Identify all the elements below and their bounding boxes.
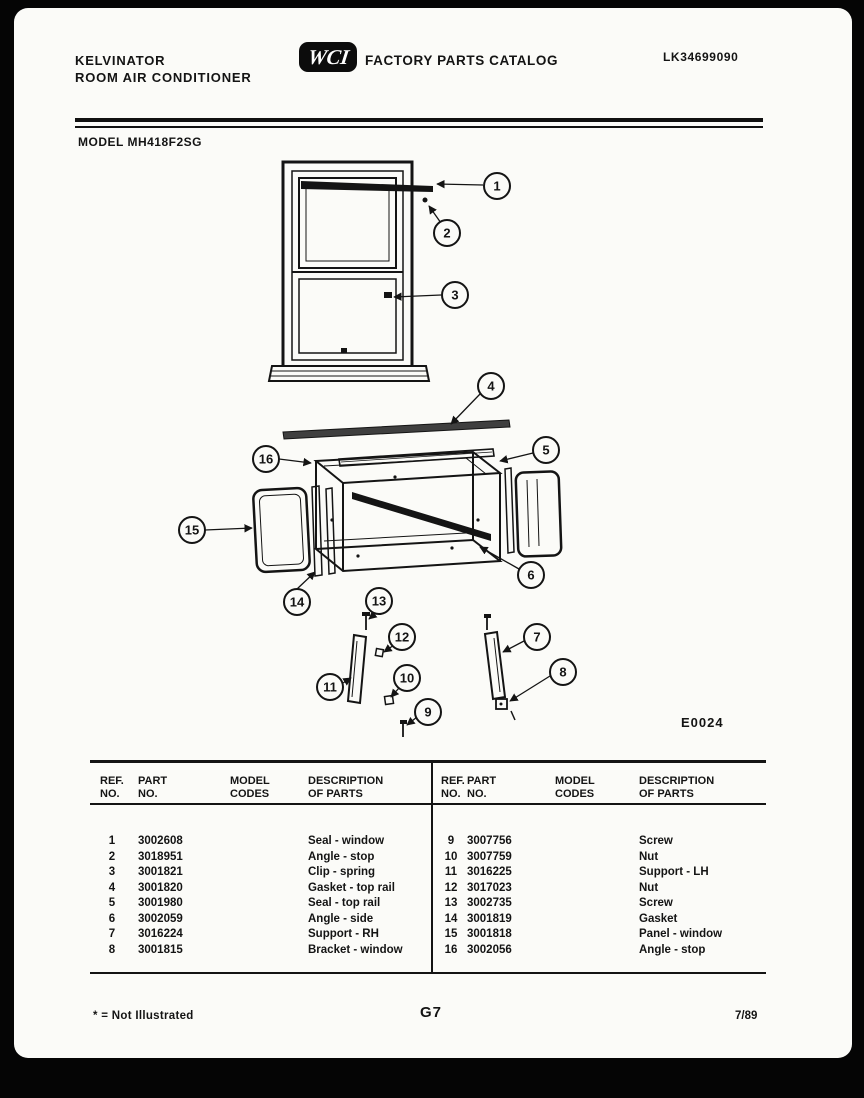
table-header — [90, 770, 431, 801]
brand-block — [75, 52, 252, 86]
svg-text:4: 4 — [487, 378, 495, 394]
callout-10 — [394, 665, 420, 691]
part-no: 3001821 — [138, 866, 183, 878]
table-row — [90, 834, 431, 850]
table-row — [431, 865, 766, 881]
part-no: 3016224 — [138, 928, 183, 940]
table-row — [90, 850, 431, 866]
col-header-part: PART NO. — [138, 775, 168, 800]
part-no: 3002608 — [138, 835, 183, 847]
table-row — [431, 912, 766, 928]
window-panel-left — [253, 488, 310, 573]
ref-no: 12 — [444, 881, 458, 894]
page-number: G7 — [420, 1004, 443, 1021]
svg-text:15: 15 — [184, 522, 200, 538]
part-description: Seal - top rail — [308, 897, 381, 909]
figure-code: E0024 — [681, 715, 724, 730]
svg-text:16: 16 — [258, 451, 274, 467]
angle-side-part — [352, 492, 491, 541]
callout-8 — [550, 659, 576, 685]
callout-15 — [179, 517, 205, 543]
svg-text:3: 3 — [451, 287, 459, 303]
gasket-top-rail-part — [283, 420, 510, 439]
table-row — [90, 927, 431, 943]
table-row — [431, 834, 766, 850]
part-description: Gasket — [639, 912, 678, 925]
part-no: 3001815 — [138, 943, 183, 956]
ref-no: 5 — [108, 897, 116, 909]
model-codes — [555, 927, 639, 943]
part-description: Screw — [639, 897, 673, 909]
window-assembly — [269, 162, 433, 381]
not-illustrated-note: * = Not Illustrated — [93, 1010, 194, 1022]
part-description: Gasket - top rail — [308, 881, 395, 894]
col-header-desc: DESCRIPTION OF PARTS — [308, 775, 384, 800]
part-no: 3001820 — [138, 881, 183, 894]
model-codes — [230, 834, 308, 850]
ref-no: 9 — [447, 835, 455, 847]
model-codes — [230, 927, 308, 943]
table-header — [431, 770, 766, 801]
wci-logo-text: WCI — [305, 44, 351, 69]
col-header-model: MODEL CODES — [555, 775, 595, 800]
model-codes — [555, 865, 639, 881]
model-codes — [230, 943, 308, 959]
col-header-ref: REF. NO. — [100, 775, 124, 800]
table-body — [90, 834, 431, 958]
ref-no: 14 — [444, 912, 458, 925]
svg-text:14: 14 — [289, 594, 305, 610]
exploded-parts-diagram — [60, 150, 800, 750]
callout-9 — [415, 699, 441, 725]
ref-no: 8 — [108, 943, 116, 956]
callout-2 — [434, 220, 460, 246]
brand-product: ROOM AIR CONDITIONER — [75, 70, 252, 85]
part-description: Nut — [639, 881, 659, 894]
parts-table — [90, 760, 766, 980]
model-codes — [555, 896, 639, 912]
callout-14 — [284, 589, 310, 615]
angle-stop-part — [423, 198, 428, 203]
model-codes — [230, 912, 308, 928]
callout-11 — [317, 674, 343, 700]
part-no: 3001980 — [138, 897, 183, 909]
svg-text:2: 2 — [443, 225, 451, 241]
ref-no: 16 — [444, 943, 458, 956]
col-header-part: PART NO. — [467, 775, 497, 800]
table-row — [90, 896, 431, 912]
ref-no: 15 — [444, 928, 458, 940]
part-description: Support - LH — [639, 866, 709, 878]
svg-text:11: 11 — [323, 679, 337, 695]
svg-text:7: 7 — [533, 629, 541, 645]
part-description: Bracket - window — [308, 943, 403, 956]
part-description: Angle - stop — [308, 850, 375, 863]
table-row — [90, 912, 431, 928]
callouts — [179, 173, 576, 725]
table-row — [90, 865, 431, 881]
svg-text:13: 13 — [371, 593, 387, 609]
part-no: 3001818 — [467, 928, 512, 940]
table-top-rule — [90, 760, 766, 763]
ref-no: 10 — [444, 850, 458, 863]
col-header-ref: REF. NO. — [441, 775, 465, 800]
model-codes — [555, 834, 639, 850]
model-codes — [555, 850, 639, 866]
model-codes — [230, 881, 308, 897]
table-left-half — [90, 770, 431, 958]
part-no: 3001819 — [467, 912, 512, 925]
svg-text:10: 10 — [399, 670, 415, 686]
nut-part — [375, 649, 383, 657]
table-row — [431, 896, 766, 912]
screw-part — [400, 720, 407, 724]
ref-no: 1 — [108, 835, 116, 847]
support-rh-part — [485, 632, 505, 699]
part-no: 3016225 — [467, 866, 512, 878]
part-description: Angle - stop — [639, 943, 706, 956]
ref-no: 4 — [108, 881, 116, 894]
wci-logo — [299, 42, 357, 72]
model-codes — [555, 912, 639, 928]
model-codes — [230, 865, 308, 881]
table-right-half — [431, 770, 766, 958]
part-no: 3007756 — [467, 835, 512, 847]
table-bottom-rule — [90, 972, 766, 974]
ref-no: 3 — [108, 866, 116, 878]
document-code: LK34699090 — [663, 50, 739, 64]
part-no: 3002056 — [467, 943, 512, 956]
callout-6 — [518, 562, 544, 588]
model-codes — [555, 881, 639, 897]
table-row — [431, 927, 766, 943]
part-no: 3007759 — [467, 850, 512, 863]
window-sill — [269, 366, 429, 381]
callout-4 — [478, 373, 504, 399]
callout-13 — [366, 588, 392, 614]
ref-no: 7 — [108, 928, 116, 940]
ref-no: 13 — [444, 897, 458, 909]
svg-text:5: 5 — [542, 442, 550, 458]
ref-no: 2 — [108, 850, 116, 863]
callout-3 — [442, 282, 468, 308]
header-rule-thin — [75, 126, 763, 128]
col-header-desc: DESCRIPTION OF PARTS — [639, 775, 715, 800]
callout-5 — [533, 437, 559, 463]
model-codes — [555, 943, 639, 959]
catalog-title: FACTORY PARTS CATALOG — [365, 53, 559, 68]
part-no: 3018951 — [138, 850, 183, 863]
revision-date: 7/89 — [735, 1010, 758, 1022]
part-description: Support - RH — [308, 928, 379, 940]
callout-16 — [253, 446, 279, 472]
screw-part — [362, 612, 370, 616]
part-description: Angle - side — [308, 912, 374, 925]
table-row — [431, 943, 766, 959]
part-description: Nut — [639, 850, 659, 863]
callout-1 — [484, 173, 510, 199]
model-codes — [230, 896, 308, 912]
nut-part — [384, 695, 393, 704]
ref-no: 6 — [108, 912, 116, 925]
part-description: Clip - spring — [308, 866, 376, 878]
svg-text:8: 8 — [559, 664, 567, 680]
ref-no: 11 — [444, 866, 458, 878]
callout-12 — [389, 624, 415, 650]
svg-text:12: 12 — [394, 629, 410, 645]
col-header-model: MODEL CODES — [230, 775, 270, 800]
table-body — [431, 834, 766, 958]
part-description: Seal - window — [308, 835, 385, 847]
table-row — [431, 850, 766, 866]
brand-name: KELVINATOR — [75, 53, 166, 68]
cabinet-shell — [316, 452, 500, 571]
part-description: Screw — [639, 835, 673, 847]
model-label: MODEL MH418F2SG — [78, 135, 202, 149]
model-codes — [230, 850, 308, 866]
header-rule-thick — [75, 118, 763, 122]
top-rail-parts — [283, 420, 510, 466]
screw-part — [484, 614, 491, 618]
table-row — [90, 943, 431, 959]
table-row — [90, 881, 431, 897]
table-row — [431, 881, 766, 897]
callout-7 — [524, 624, 550, 650]
svg-text:1: 1 — [493, 178, 501, 194]
part-no: 3017023 — [467, 881, 512, 894]
svg-text:9: 9 — [424, 704, 432, 720]
svg-text:6: 6 — [527, 567, 535, 583]
part-no: 3002735 — [467, 897, 512, 909]
right-side-parts — [505, 468, 561, 557]
spring-clip-part — [384, 292, 392, 298]
part-no: 3002059 — [138, 912, 183, 925]
part-description: Panel - window — [639, 928, 723, 940]
